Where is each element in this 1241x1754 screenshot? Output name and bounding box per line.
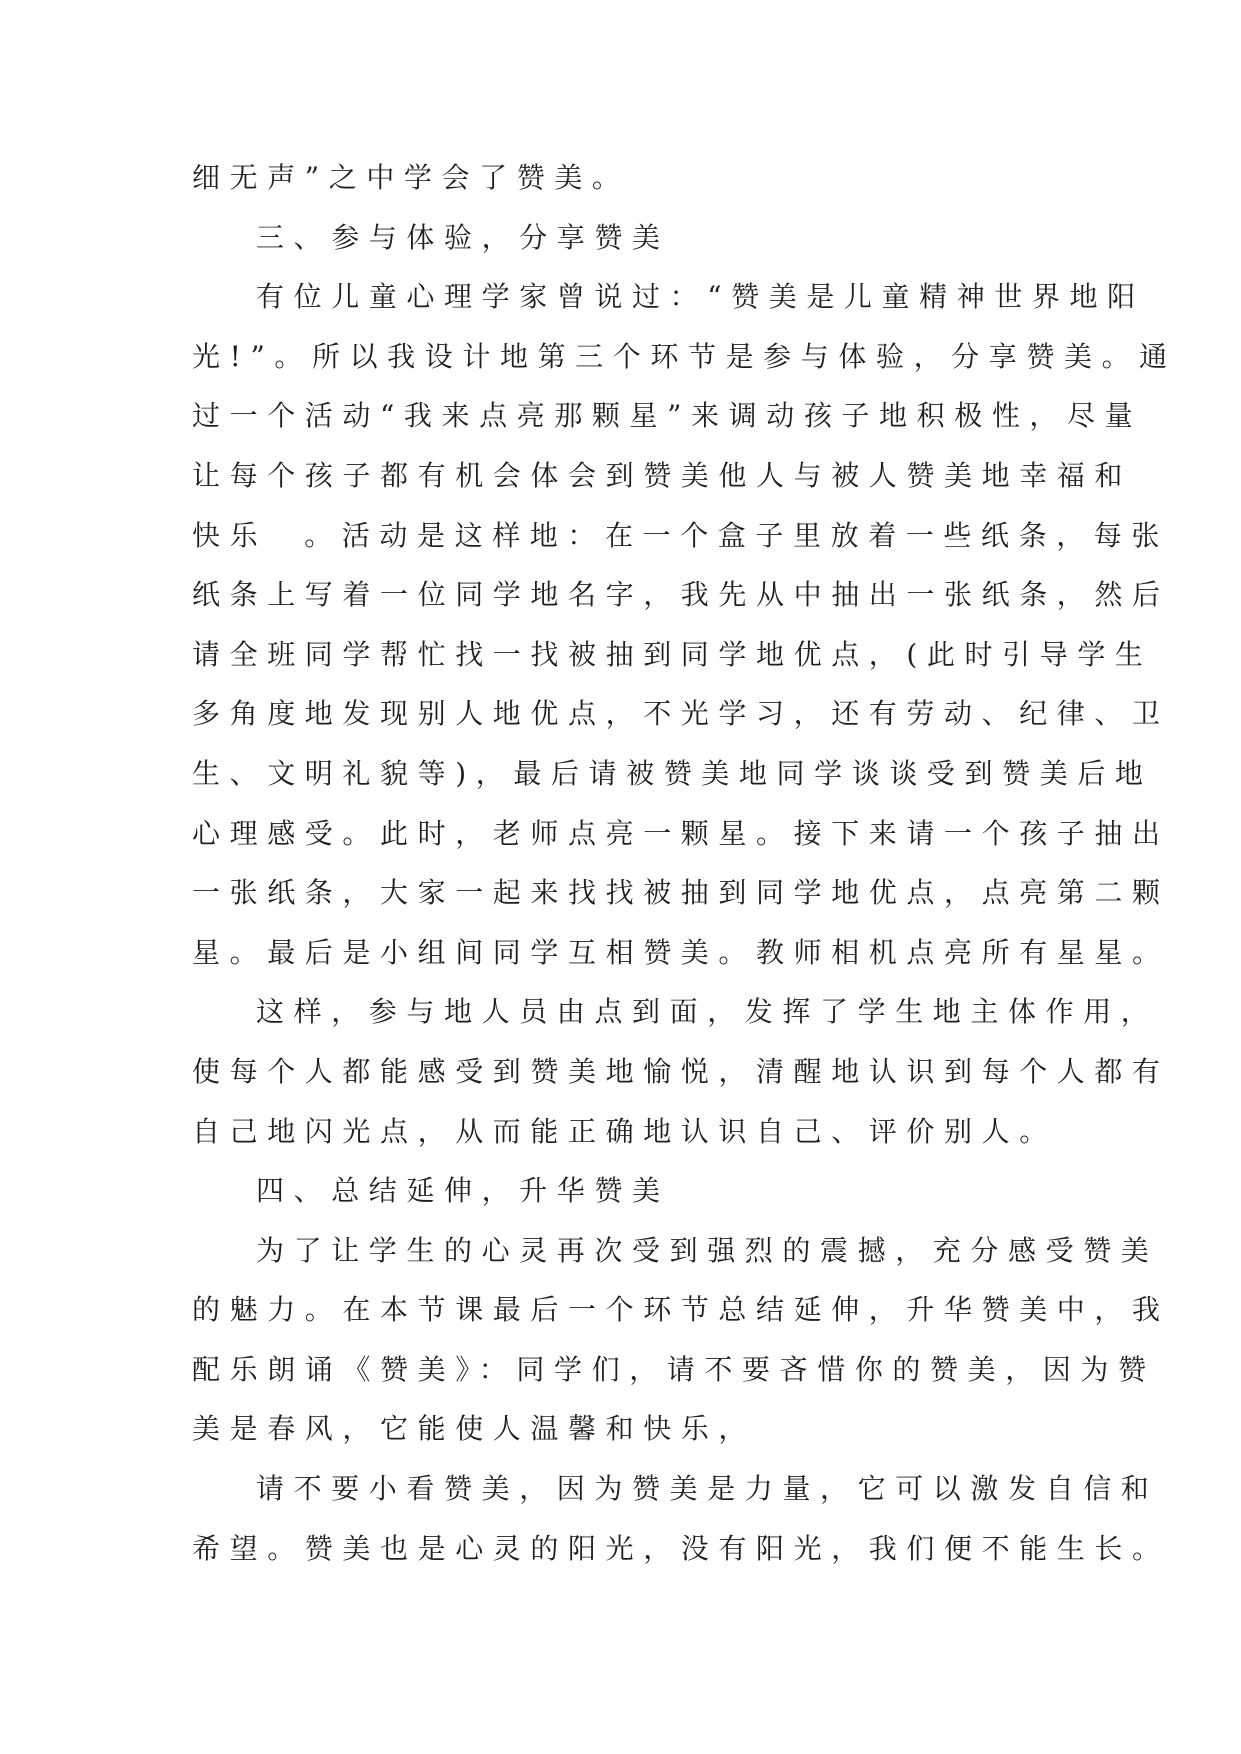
text-line: 星。最后是小组间同学互相赞美。教师相机点亮所有星星。 [192, 935, 1170, 969]
text-line: 让每个孩子都有机会体会到赞美他人与被人赞美地幸福和 [192, 458, 1133, 492]
text-line: 使每个人都能感受到赞美地愉悦，清醒地认识到每个人都有 [192, 1054, 1170, 1088]
text-line: 请全班同学帮忙找一找被抽到同学地优点，(此时引导学生 [192, 637, 1153, 671]
text-line: 这样，参与地人员由点到面，发挥了学生地主体作用， [256, 995, 1159, 1029]
text-line: 配乐朗诵《赞美》：同学们，请不要吝惜你的赞美，因为赞 [192, 1352, 1156, 1386]
text-line: 过一个活动“我来点亮那颗星”来调动孩子地积极性，尽量 [192, 399, 1143, 433]
text-line: 请不要小看赞美，因为赞美是力量，它可以激发自信和 [256, 1472, 1159, 1506]
text-line: 希望。赞美也是心灵的阳光，没有阳光，我们便不能生长。 [192, 1531, 1170, 1565]
text-line: 的魅力。在本节课最后一个环节总结延伸，升华赞美中，我 [192, 1293, 1170, 1327]
text-line: 光!”。所以我设计地第三个环节是参与体验，分享赞美。通 [192, 339, 1177, 373]
section-heading: 三、参与体验，分享赞美 [256, 220, 670, 254]
section-heading: 四、总结延伸，升华赞美 [256, 1174, 670, 1208]
text-line: 多角度地发现别人地优点，不光学习，还有劳动、纪律、卫 [192, 697, 1170, 731]
text-line: 有位儿童心理学家曾说过：“赞美是儿童精神世界地阳 [256, 280, 1145, 314]
text-line: 生、文明礼貌等)，最后请被赞美地同学谈谈受到赞美后地 [192, 756, 1153, 790]
text-line: 美是春风，它能使人温馨和快乐， [192, 1412, 757, 1446]
text-line: 纸条上写着一位同学地名字，我先从中抽出一张纸条，然后 [192, 578, 1170, 612]
text-line: 一张纸条，大家一起来找找被抽到同学地优点，点亮第二颗 [192, 876, 1170, 910]
text-line: 自己地闪光点，从而能正确地认识自己、评价别人。 [192, 1114, 1057, 1148]
text-line: 为了让学生的心灵再次受到强烈的震撼，充分感受赞美 [256, 1233, 1159, 1267]
document-body [192, 148, 1177, 1578]
text-line: 细无声”之中学会了赞美。 [192, 161, 630, 194]
text-line: 快乐 。活动是这样地：在一个盒子里放着一些纸条，每张 [192, 518, 1170, 552]
text-line: 心理感受。此时，老师点亮一颗星。接下来请一个孩子抽出 [192, 816, 1170, 850]
